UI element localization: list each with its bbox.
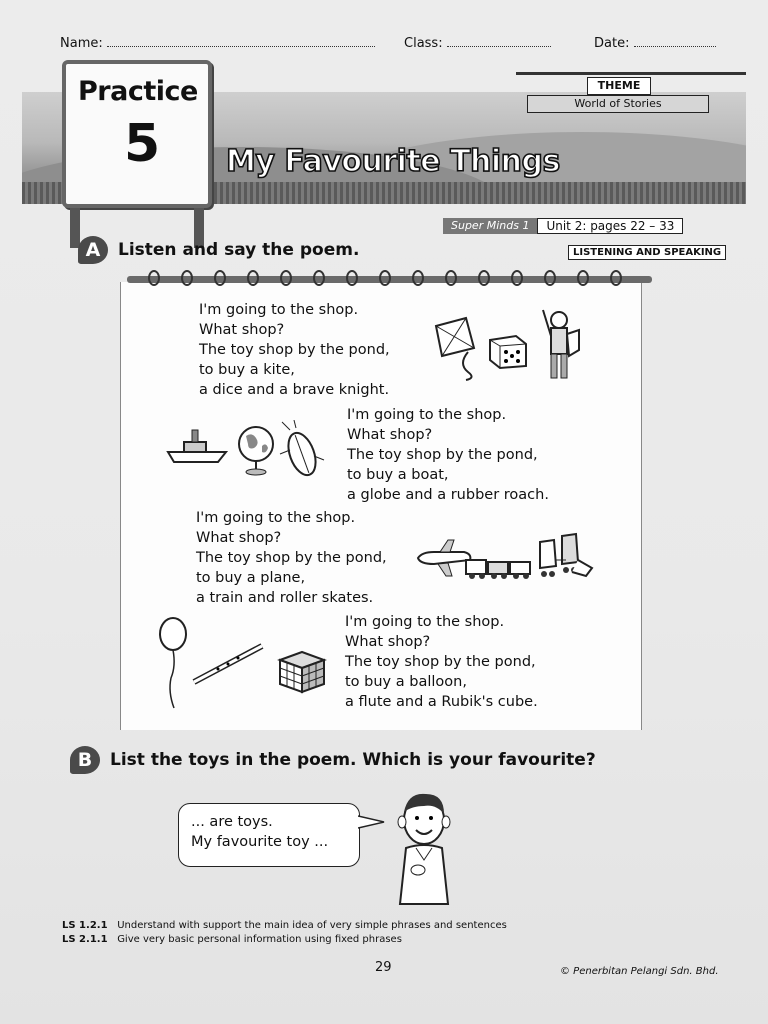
page-number: 29 (375, 960, 392, 975)
curtain-ring (280, 270, 292, 286)
train-icon (464, 552, 534, 582)
poem-line: The toy shop by the pond, (199, 342, 390, 358)
bubble-tail (358, 812, 388, 832)
standard-2 (62, 934, 402, 945)
poem-line: a train and roller skates. (196, 590, 374, 606)
balloon-icon (156, 616, 192, 710)
curtain-ring (379, 270, 391, 286)
section-b-heading (70, 746, 596, 774)
date-field (594, 36, 716, 51)
poem-line: to buy a balloon, (345, 674, 467, 690)
poem-line: What shop? (196, 530, 282, 546)
theme-label: THEME (587, 77, 651, 95)
poem-line: to buy a boat, (347, 467, 449, 483)
practice-label: Practice (78, 76, 198, 107)
name-label: Name: (60, 36, 103, 51)
stanza-3 (196, 508, 387, 608)
standard-code: LS 1.2.1 (62, 920, 108, 931)
section-b-instruction: List the toys in the poem. Which is your favourite? (110, 750, 596, 770)
rubiks-cube-icon (276, 644, 328, 696)
skill-label: LISTENING AND SPEAKING (568, 245, 726, 260)
flute-icon (188, 640, 268, 688)
curtain-ring (577, 270, 589, 286)
theme-rule (516, 72, 746, 75)
poem-line: What shop? (199, 322, 285, 338)
curtain-ring (148, 270, 160, 286)
poem-line: a globe and a rubber roach. (347, 487, 549, 503)
curtain-ring (346, 270, 358, 286)
poem-line: a dice and a brave knight. (199, 382, 390, 398)
unit-pages: Unit 2: pages 22 – 33 (537, 218, 683, 234)
stanza-1 (199, 300, 390, 400)
name-line[interactable] (107, 36, 375, 47)
curtain-ring (610, 270, 622, 286)
curtain-ring (412, 270, 424, 286)
poem-line: I'm going to the shop. (199, 302, 359, 318)
section-b-badge: B (70, 746, 100, 774)
curtain-ring (247, 270, 259, 286)
poem-line: to buy a kite, (199, 362, 295, 378)
curtain-ring (313, 270, 325, 286)
speech-bubble (178, 803, 360, 867)
bubble-line-2: My favourite toy ... (191, 834, 329, 850)
book-reference (443, 218, 683, 234)
poem-line: I'm going to the shop. (345, 614, 505, 630)
section-a-badge: A (78, 236, 108, 264)
curtain-ring (181, 270, 193, 286)
name-field (60, 36, 375, 51)
curtain-ring (445, 270, 457, 286)
boy-icon (386, 784, 462, 908)
date-label: Date: (594, 36, 630, 51)
section-a-heading (78, 236, 359, 264)
kite-icon (428, 316, 478, 382)
stanza-4 (345, 612, 538, 712)
poem-line: a flute and a Rubik's cube. (345, 694, 538, 710)
curtain-ring (478, 270, 490, 286)
section-a-instruction: Listen and say the poem. (118, 240, 360, 260)
poem-line: I'm going to the shop. (347, 407, 507, 423)
practice-sign (62, 60, 212, 208)
theme-value: World of Stories (527, 95, 709, 113)
dice-icon (486, 330, 530, 370)
standard-text: Understand with support the main idea of very simple phrases and sentences (117, 920, 507, 931)
standard-text: Give very basic personal information using fixed phrases (117, 934, 402, 945)
class-label: Class: (404, 36, 443, 51)
knight-icon (535, 306, 585, 386)
poem-line: What shop? (347, 427, 433, 443)
poem-line: I'm going to the shop. (196, 510, 356, 526)
bubble-line-1: ... are toys. (191, 814, 273, 830)
globe-icon (234, 422, 278, 478)
roach-icon (278, 420, 326, 486)
book-name: Super Minds 1 (443, 218, 537, 234)
curtain-ring (214, 270, 226, 286)
stanza-2 (347, 405, 549, 505)
boat-icon (164, 428, 230, 468)
poem-line: The toy shop by the pond, (196, 550, 387, 566)
curtain-ring (511, 270, 523, 286)
roller-skates-icon (536, 532, 596, 584)
practice-number: 5 (124, 114, 161, 174)
poem-line: The toy shop by the pond, (345, 654, 536, 670)
copyright: © Penerbitan Pelangi Sdn. Bhd. (560, 966, 719, 977)
curtain-ring (544, 270, 556, 286)
poem-line: to buy a plane, (196, 570, 306, 586)
standard-code: LS 2.1.1 (62, 934, 108, 945)
date-line[interactable] (634, 36, 716, 47)
class-line[interactable] (447, 36, 551, 47)
class-field (404, 36, 551, 51)
poem-line: The toy shop by the pond, (347, 447, 538, 463)
poem-line: What shop? (345, 634, 431, 650)
standard-1 (62, 920, 507, 931)
worksheet-title: My Favourite Things (226, 144, 560, 179)
